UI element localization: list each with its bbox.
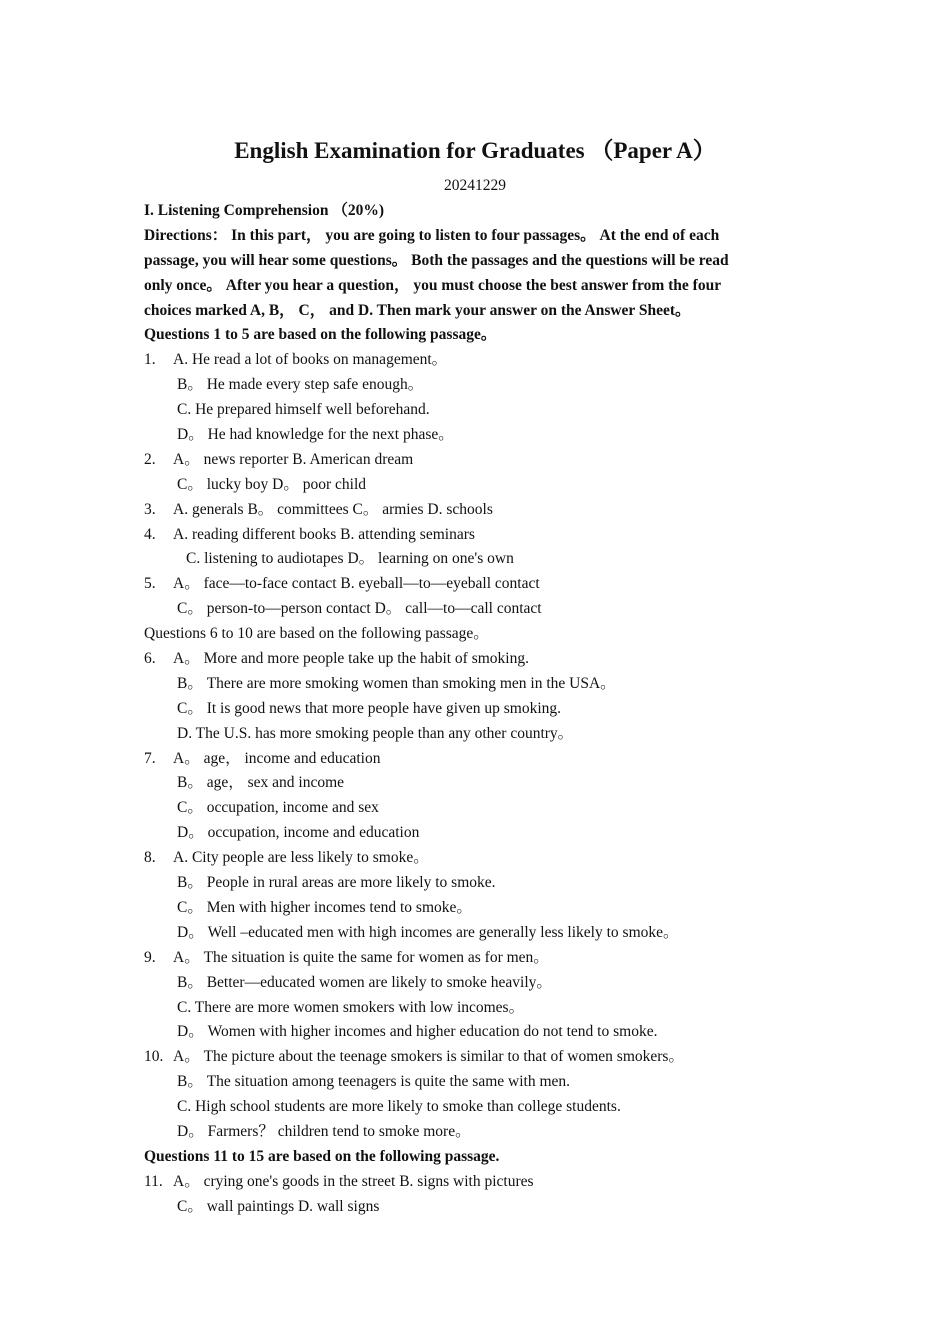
option-b: B。 People in rural areas are more likely to smoke. (177, 874, 496, 892)
question-4 (144, 523, 794, 548)
exam-title: English Examination for Graduates （Paper A） (234, 138, 716, 163)
question-7 (144, 747, 794, 772)
option-c: C。 It is good news that more people have given up smoking. (177, 699, 561, 717)
option-d: D。 Well –educated men with high incomes are generally less likely to smoke。 (177, 923, 679, 941)
listening-section (144, 199, 794, 1220)
exam-date: 20241229 (444, 177, 506, 194)
passage-group-heading: Questions 11 to 15 are based on the following passage. (144, 1147, 500, 1165)
question-3 (144, 498, 794, 523)
option-a: A. He read a lot of books on management。 (173, 351, 448, 369)
option-d: D。 Farmers？ children tend to smoke more。 (177, 1122, 471, 1140)
question-number: 6. (144, 650, 156, 668)
option-a: A。 age， income and education (173, 749, 381, 767)
question-number: 5. (144, 575, 156, 593)
question-11 (144, 1170, 794, 1195)
option-a-b: A。 crying one's goods in the street B. signs with pictures (173, 1172, 534, 1190)
option-c: C. High school students are more likely to smoke than college students. (177, 1098, 621, 1116)
option-c: C。 Men with higher incomes tend to smoke。 (177, 898, 472, 916)
question-2 (144, 448, 794, 473)
option-a: A。 The picture about the teenage smokers is similar to that of women smokers。 (173, 1048, 684, 1066)
option-b: B。 Better—educated women are likely to smoke heavily。 (177, 973, 552, 991)
question-number: 8. (144, 849, 156, 867)
directions-line: only once。 After you hear a question， you must choose the best answer from the four (144, 276, 722, 294)
option-a: A。 More and more people take up the habit of smoking. (173, 650, 529, 668)
question-10 (144, 1045, 794, 1070)
option-c-d: C。 person-to—person contact D。 call—to—call contact (177, 600, 542, 618)
option-a-b: A. reading different books B. attending seminars (173, 525, 475, 543)
option-d: D. The U.S. has more smoking people than any other country。 (177, 724, 574, 742)
question-number: 4. (144, 525, 156, 543)
question-6 (144, 647, 794, 672)
options: A. generals B。 committees C。 armies D. schools (173, 500, 493, 518)
option-d: D。 He had knowledge for the next phase。 (177, 426, 454, 444)
option-a: A。 The situation is quite the same for women as for men。 (173, 948, 549, 966)
option-c: C. There are more women smokers with low incomes。 (177, 998, 525, 1016)
option-c: C。 occupation, income and sex (177, 799, 379, 817)
option-b: B。 There are more smoking women than smoking men in the USA。 (177, 674, 616, 692)
question-5 (144, 572, 794, 597)
option-a-b: A。 face—to-face contact B. eyeball—to—eyeball contact (173, 575, 540, 593)
option-a-b: A。 news reporter B. American dream (173, 450, 414, 468)
question-8 (144, 846, 794, 871)
option-d: D。 Women with higher incomes and higher education do not tend to smoke. (177, 1023, 658, 1041)
option-a: A. City people are less likely to smoke。 (173, 849, 429, 867)
question-number: 7. (144, 749, 156, 767)
directions-line: Directions： In this part， you are going to listen to four passages。 At the end of each (144, 226, 720, 244)
question-number: 3. (144, 500, 156, 518)
option-c: C. He prepared himself well beforehand. (177, 401, 430, 419)
option-c-d: C。 wall paintings D. wall signs (177, 1197, 380, 1215)
option-c-d: C. listening to audiotapes D。 learning on one's own (186, 550, 514, 568)
question-number: 1. (144, 351, 156, 369)
question-number: 2. (144, 450, 156, 468)
question-number: 11. (144, 1172, 163, 1190)
question-9 (144, 946, 794, 971)
option-b: B。 The situation among teenagers is quite the same with men. (177, 1073, 571, 1091)
section-heading: I. Listening Comprehension （20%) (144, 202, 384, 219)
question-number: 10. (144, 1048, 164, 1066)
passage-group-heading: Questions 1 to 5 are based on the following passage。 (144, 326, 497, 344)
option-d: D。 occupation, income and education (177, 824, 420, 842)
option-c-d: C。 lucky boy D。 poor child (177, 475, 366, 493)
option-b: B。 age， sex and income (177, 774, 345, 792)
question-number: 9. (144, 948, 156, 966)
option-b: B。 He made every step safe enough。 (177, 376, 424, 394)
directions-line: choices marked A, B， C， and D. Then mark your answer on the Answer Sheet。 (144, 301, 691, 319)
question-1 (144, 348, 794, 373)
directions-line: passage, you will hear some questions。 Both the passages and the questions will be read (144, 251, 729, 269)
passage-group-heading: Questions 6 to 10 are based on the following passage。 (144, 625, 489, 643)
